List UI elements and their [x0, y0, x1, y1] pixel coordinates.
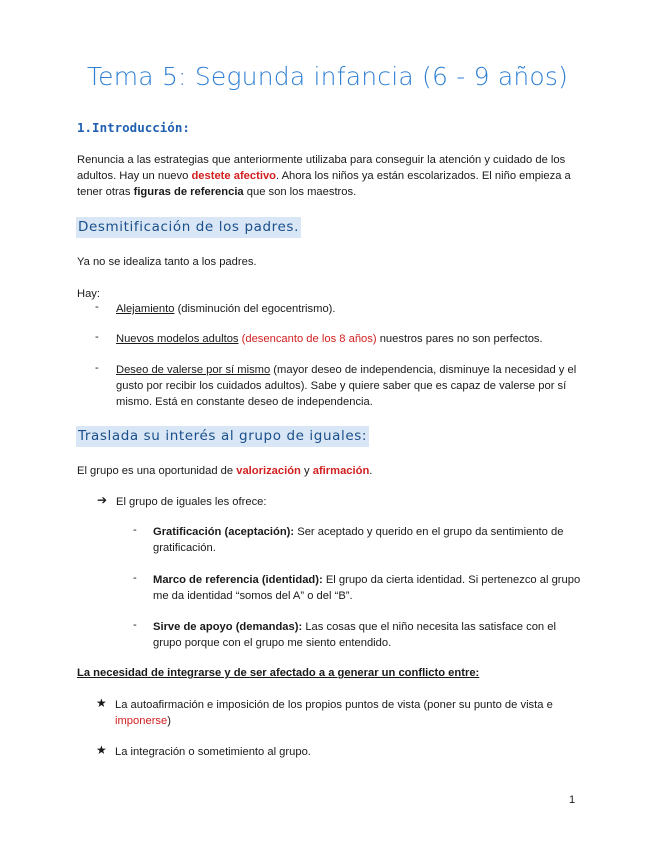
- list-bullet: -: [133, 524, 137, 536]
- traslada-text-e: .: [369, 465, 373, 477]
- item-text: La autoafirmación e imposición de los propios puntos de vista (poner su punto de vista e: [115, 699, 553, 711]
- list-item-nuevos-modelos: [116, 331, 586, 347]
- list-item-deseo-valerse: [116, 362, 586, 410]
- item-rest: Ser aceptado y querido en el grupo da sentimiento de gratificación.: [153, 526, 564, 554]
- item-rest: (mayor deseo de independencia, disminuye la necesidad y el gusto por recibir los cuidados adultos). Sabe y quiere saber que es capaz de valerse por sí mismo. Está en constante deseo de independencia.: [116, 364, 577, 408]
- list-item-alejamiento: [116, 301, 586, 317]
- star-icon: ★: [96, 696, 107, 710]
- conflicto-heading: La necesidad de integrarse y de ser afectado a a generar un conflicto entre:: [77, 667, 480, 679]
- list-item-marco-referencia: [153, 572, 583, 604]
- list-bullet: -: [133, 572, 137, 584]
- heading-traslada: Traslada su interés al grupo de iguales:: [76, 426, 369, 447]
- traslada-valorizacion: valorización: [236, 465, 301, 477]
- intro-text-1: Renuncia a las estrategias que anteriormente utilizaba para conseguir la atención y cuidado de los adultos. Hay un nuevo: [77, 154, 566, 182]
- intro-paragraph: [77, 152, 577, 200]
- arrow-icon: ➔: [97, 493, 108, 507]
- section-heading-introduccion: 1.Introducción:: [77, 120, 190, 135]
- item-term: Marco de referencia (identidad):: [153, 574, 323, 586]
- intro-destete-afectivo: destete afectivo: [191, 170, 276, 182]
- desmitificacion-paragraph: Ya no se idealiza tanto a los padres.: [77, 256, 257, 268]
- item-text-end: ): [167, 715, 171, 727]
- item-red-note: (desencanto de los 8 años): [238, 333, 377, 345]
- list-item-autoafirmacion: [115, 697, 585, 729]
- page-title: Tema 5: Segunda infancia (6 - 9 años): [86, 62, 569, 91]
- list-bullet: -: [95, 362, 99, 374]
- item-term: Deseo de valerse por sí mismo: [116, 364, 271, 376]
- traslada-paragraph: [77, 463, 577, 479]
- intro-text-3: . Ahora los niños ya están escolarizados. El niño empieza a tener otras: [77, 170, 571, 198]
- heading-desmitificacion: Desmitificación de los padres.: [76, 217, 301, 238]
- list-item-sirve-apoyo: [153, 619, 583, 651]
- traslada-text-a: El grupo es una oportunidad de: [77, 465, 237, 477]
- item-rest: (disminución del egocentrismo).: [174, 303, 336, 315]
- item-term: Sirve de apoyo (demandas):: [153, 621, 303, 633]
- hay-label: Hay:: [77, 288, 101, 300]
- intro-text-5: que son los maestros.: [243, 186, 357, 198]
- list-bullet: -: [133, 619, 137, 631]
- item-term: Nuevos modelos adultos: [116, 333, 239, 345]
- traslada-afirmacion: afirmación: [312, 465, 370, 477]
- list-item-gratificacion: [153, 524, 583, 556]
- list-item-integracion: La integración o sometimiento al grupo.: [115, 746, 311, 758]
- list-bullet: -: [95, 331, 99, 343]
- list-bullet: -: [95, 301, 99, 313]
- item-rest: Las cosas que el niño necesita las satisface con el grupo porque con el grupo me siento entendido.: [153, 621, 556, 649]
- grupo-ofrece-label: El grupo de iguales les ofrece:: [116, 496, 267, 508]
- item-rest: El grupo da cierta identidad. Si pertenezco al grupo me da identidad “somos del A” o del “B”.: [153, 574, 581, 602]
- traslada-text-c: y: [300, 465, 313, 477]
- item-term: Gratificación (aceptación):: [153, 526, 295, 538]
- item-imponerse: imponerse: [115, 715, 168, 727]
- item-term: Alejamiento: [116, 303, 175, 315]
- intro-figuras-referencia: figuras de referencia: [133, 186, 244, 198]
- item-rest: nuestros pares no son perfectos.: [376, 333, 543, 345]
- star-icon: ★: [96, 743, 107, 757]
- page-number: 1: [569, 794, 576, 806]
